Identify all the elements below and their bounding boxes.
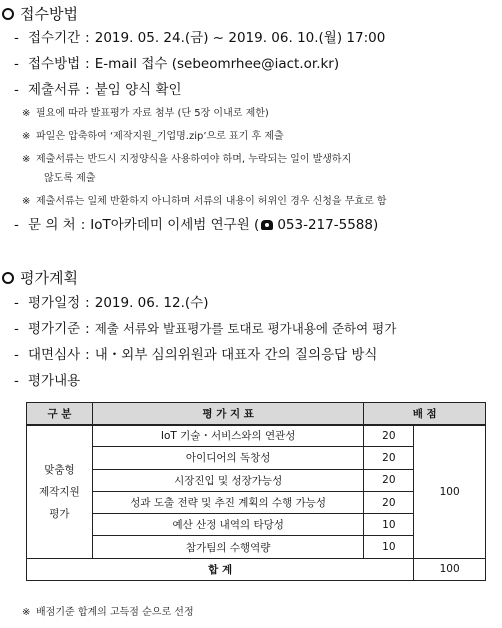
indicator-cell: 아이디어의 독창성 [92,447,364,469]
table-total-row [27,558,486,580]
section-title: 평가계획 [20,269,78,287]
section-heading-application [2,3,78,24]
header-score: 배 점 [364,403,486,425]
total-value: 100 [414,558,486,580]
header-category: 구 분 [27,403,93,425]
row-label: 평가내용 [28,373,81,389]
row-value: E-mail 접수 (sebeomrhee@iact.or.kr) [94,56,340,72]
total-label: 합 계 [27,558,414,580]
category-cell: 맞춤형 제작지원 평가 [27,425,93,559]
indicator-cell: 성과 도출 전략 및 추진 계획의 수행 가능성 [92,491,364,513]
footer-note: ※ 배점기준 합계의 고득점 순으로 선정 [22,607,194,618]
header-indicator: 평 가 지 표 [92,403,364,425]
note-item: ※ 제출서류는 반드시 지정양식을 사용하여야 하며, 누락되는 일이 발생하지 [22,154,352,165]
note-continuation: 않도록 제출 [44,173,96,184]
row-label: 대면심사 [28,347,81,363]
row-label: 평가기준 [28,321,81,337]
section-title: 접수방법 [20,5,78,23]
table-row [27,425,486,447]
evaluation-content-row: - 평가내용 [14,373,81,389]
note-item: ※ 제출서류는 일체 반환하지 아니하며 서류의 내용이 허위인 경우 신청을 무효로 함 [22,196,387,207]
note-item: ※ 파일은 압축하여 ‘제작지원_기업명.zip’으로 표기 후 제출 [22,131,284,142]
phone-number: 053-217-5588) [277,217,379,233]
table-header-row [27,403,486,425]
row-value: 붙임 양식 확인 [94,82,182,98]
contact-row: - 문 의 처 : IoT아카데미 이세범 연구원 ( 053-217-5588) [14,217,379,233]
row-value: 제출 서류와 발표평가를 토대로 평가내용에 준하여 평가 [94,321,397,336]
score-cell: 20 [364,469,414,491]
indicator-cell: 참가팀의 수행역량 [92,536,364,558]
hollow-circle-icon [2,8,14,20]
score-cell: 20 [364,491,414,513]
application-method-row: - 접수방법 : E-mail 접수 (sebeomrhee@iact.or.kr) [14,56,340,72]
note-item: ※ 필요에 따라 발표평가 자료 첨부 (단 5장 이내로 제한) [22,108,269,119]
row-value: 2019. 05. 24.(금) ~ 2019. 06. 10.(월) 17:00 [94,30,386,46]
submission-docs-row: - 제출서류 : 붙임 양식 확인 [14,82,182,98]
hollow-circle-icon [2,272,14,284]
row-label: 접수기간 [28,30,81,46]
indicator-cell: 시장진입 및 성장가능성 [92,469,364,491]
score-cell: 10 [364,536,414,558]
indicator-cell: IoT 기술・서비스와의 연관성 [92,425,364,447]
score-cell: 20 [364,425,414,447]
evaluation-date-row: - 평가일정 : 2019. 06. 12.(수) [14,295,209,311]
telephone-icon [261,220,273,230]
row-label: 평가일정 [28,295,81,311]
score-cell: 10 [364,514,414,536]
indicator-cell: 예산 산정 내역의 타당성 [92,514,364,536]
evaluation-score-table [26,402,486,581]
evaluation-criteria-row: - 평가기준 : 제출 서류와 발표평가를 토대로 평가내용에 준하여 평가 [14,321,397,337]
score-cell: 20 [364,447,414,469]
row-value: 내・외부 심의위원과 대표자 간의 질의응답 방식 [94,347,378,363]
row-value: 2019. 06. 12.(수) [94,295,209,311]
row-value: IoT아카데미 이세범 연구원 ( [90,217,260,233]
section-heading-evaluation [2,267,78,288]
row-label: 제출서류 [28,82,81,98]
application-period-row: - 접수기간 : 2019. 05. 24.(금) ~ 2019. 06. 10.(월) 17:00 [14,30,386,46]
subtotal-cell: 100 [414,425,486,559]
interview-row: - 대면심사 : 내・외부 심의위원과 대표자 간의 질의응답 방식 [14,347,378,363]
row-label: 문 의 처 [28,217,76,233]
row-label: 접수방법 [28,56,81,72]
